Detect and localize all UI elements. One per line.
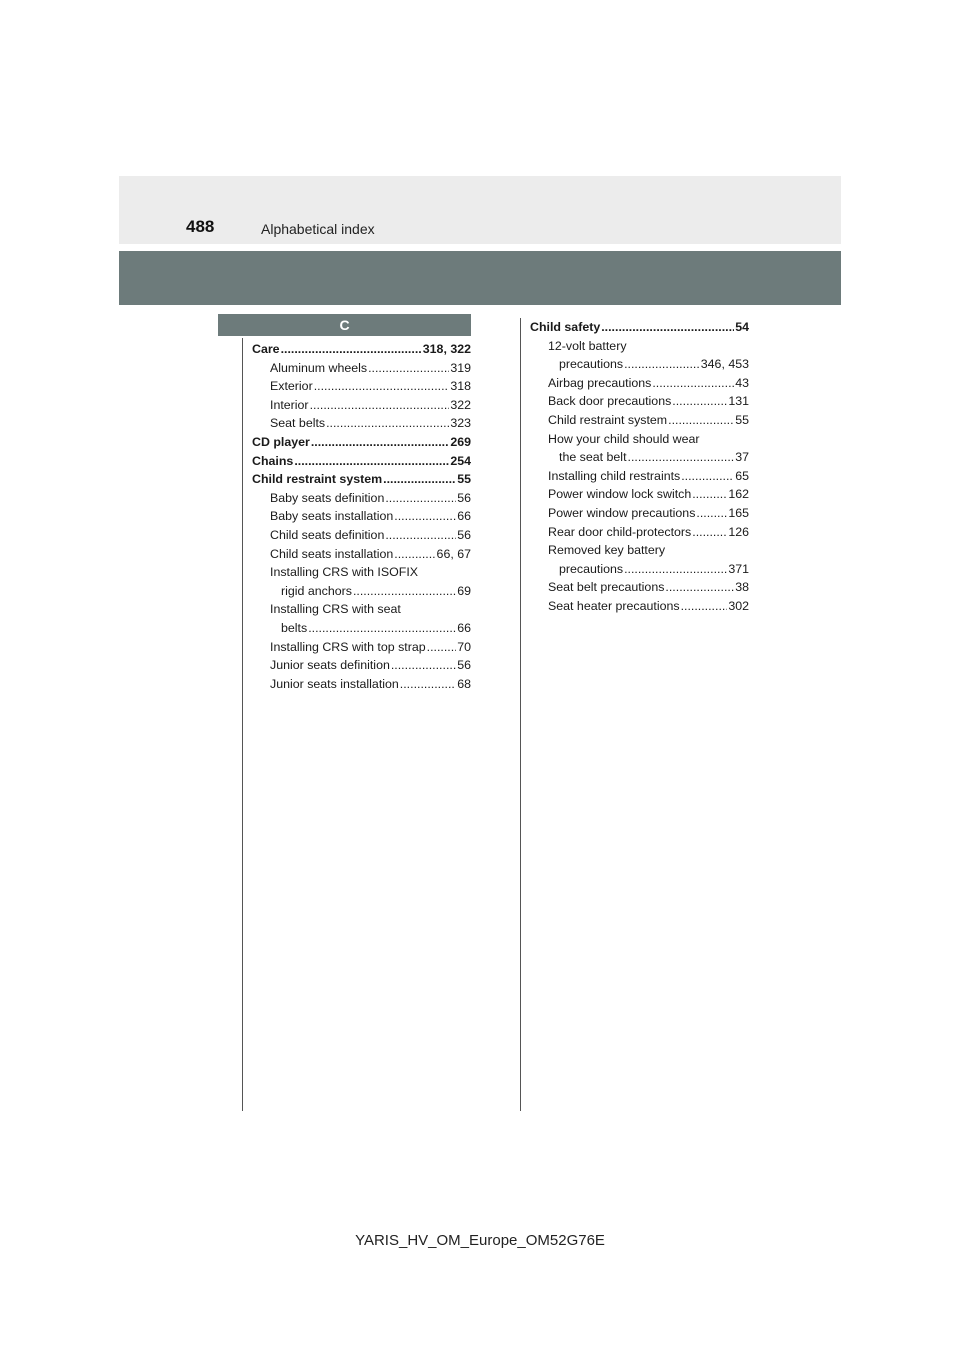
entry-term: Removed key battery <box>548 543 666 558</box>
entry-term: Seat heater precautions <box>548 598 680 613</box>
index-entry <box>252 489 471 508</box>
dot-leader <box>385 526 456 545</box>
index-entry <box>252 470 471 489</box>
dot-leader <box>281 340 422 359</box>
entry-term: Child seats installation <box>270 546 394 561</box>
dot-leader <box>427 638 457 657</box>
entry-term: Baby seats installation <box>270 509 394 524</box>
entry-page-ref: 302 <box>728 598 749 613</box>
entry-page-ref: 322 <box>450 397 471 412</box>
entry-term: the seat belt <box>559 450 627 465</box>
entry-page-ref: 126 <box>728 524 749 539</box>
dot-leader <box>391 656 456 675</box>
dot-leader <box>696 504 727 523</box>
dot-leader <box>628 448 735 467</box>
entry-page-ref: 254 <box>450 453 471 468</box>
index-entry <box>252 563 471 600</box>
entry-term: Power window precautions <box>548 505 696 520</box>
dot-leader <box>601 318 734 337</box>
entry-term: Installing CRS with top strap <box>270 639 426 654</box>
entry-term: Back door precautions <box>548 394 672 409</box>
entry-term: Airbag precautions <box>548 375 652 390</box>
index-entry <box>252 507 471 526</box>
entry-term: Seat belt precautions <box>548 580 665 595</box>
entry-term: Child restraint system <box>252 472 383 487</box>
index-entry <box>252 396 471 415</box>
index-entry <box>252 656 471 675</box>
entry-page-ref: 65 <box>735 468 749 483</box>
entry-page-ref: 269 <box>450 434 471 449</box>
index-entry <box>252 675 471 694</box>
index-entry <box>530 374 749 393</box>
page-title: Alphabetical index <box>261 221 375 237</box>
entry-term: 12-volt battery <box>548 338 627 353</box>
index-entry <box>530 485 749 504</box>
index-column-right <box>530 318 749 616</box>
entry-page-ref: 318, 322 <box>422 342 471 356</box>
entry-page-ref: 323 <box>450 416 471 431</box>
entry-page-ref: 346, 453 <box>700 357 749 372</box>
entry-term: CD player <box>252 434 310 449</box>
entry-term: Interior <box>270 397 309 412</box>
column-divider-right <box>520 318 521 1111</box>
index-entry <box>530 467 749 486</box>
column-divider-left <box>242 338 243 1111</box>
dot-leader <box>310 396 450 415</box>
index-entry <box>252 433 471 452</box>
entry-term: Child safety <box>530 320 601 334</box>
dot-leader <box>652 374 734 393</box>
index-entry <box>530 392 749 411</box>
entry-term: Chains <box>252 453 294 468</box>
dot-leader <box>314 377 450 396</box>
entry-page-ref: 69 <box>457 583 471 598</box>
dot-leader <box>353 582 456 601</box>
entry-term: Child restraint system <box>548 412 668 427</box>
entry-term: Baby seats definition <box>270 490 385 505</box>
dot-leader <box>624 560 727 579</box>
entry-term: rigid anchors <box>281 583 352 598</box>
entry-term: Junior seats definition <box>270 658 390 673</box>
dot-leader <box>294 452 449 471</box>
entry-page-ref: 68 <box>457 676 471 691</box>
dot-leader <box>326 414 449 433</box>
dot-leader <box>672 392 727 411</box>
entry-term: Power window lock switch <box>548 487 692 502</box>
entry-term: Installing CRS with ISOFIX <box>270 565 419 580</box>
entry-page-ref: 56 <box>457 658 471 673</box>
entry-page-ref: 131 <box>728 394 749 409</box>
dot-leader <box>668 411 734 430</box>
document-id: YARIS_HV_OM_Europe_OM52G76E <box>355 1232 605 1249</box>
entry-page-ref: 66 <box>457 620 471 635</box>
entry-term: Junior seats installation <box>270 676 399 691</box>
entry-page-ref: 54 <box>735 320 749 334</box>
dot-leader <box>368 359 449 378</box>
entry-page-ref: 165 <box>728 505 749 520</box>
entry-page-ref: 371 <box>728 561 749 576</box>
entry-term: precautions <box>559 357 624 372</box>
entry-page-ref: 55 <box>457 472 471 487</box>
entry-term: Child seats definition <box>270 527 385 542</box>
page-number: 488 <box>186 217 215 236</box>
entry-term: Aluminum wheels <box>270 360 368 375</box>
index-entry <box>252 638 471 657</box>
index-entry <box>252 545 471 564</box>
entry-page-ref: 66 <box>457 509 471 524</box>
entry-page-ref: 38 <box>735 580 749 595</box>
dot-leader <box>400 675 456 694</box>
index-entry <box>530 504 749 523</box>
dot-leader <box>308 619 456 638</box>
dot-leader <box>665 578 734 597</box>
index-entry <box>252 526 471 545</box>
entry-page-ref: 319 <box>450 360 471 375</box>
entry-page-ref: 318 <box>450 379 471 394</box>
entry-page-ref: 70 <box>457 639 471 654</box>
header-band <box>119 176 841 244</box>
title-bar <box>119 251 841 305</box>
index-column-left <box>252 340 471 693</box>
entry-term: Care <box>252 342 280 356</box>
index-entry <box>530 541 749 578</box>
entry-term: belts <box>281 620 308 635</box>
dot-leader <box>394 545 435 564</box>
dot-leader <box>394 507 456 526</box>
index-entry <box>252 340 471 359</box>
entry-term: Rear door child-protectors <box>548 524 692 539</box>
entry-page-ref: 56 <box>457 527 471 542</box>
index-entry <box>530 318 749 337</box>
index-entry <box>530 578 749 597</box>
index-entry <box>252 377 471 396</box>
entry-term: Installing child restraints <box>548 468 681 483</box>
index-entry <box>530 430 749 467</box>
entry-term: precautions <box>559 561 624 576</box>
index-entry <box>530 337 749 374</box>
dot-leader <box>385 489 456 508</box>
dot-leader <box>681 467 734 486</box>
entry-term: How your child should wear <box>548 431 700 446</box>
index-entry <box>252 414 471 433</box>
section-letter-tab: C <box>218 314 471 336</box>
dot-leader <box>692 523 727 542</box>
entry-page-ref: 162 <box>728 487 749 502</box>
entry-page-ref: 66, 67 <box>436 546 471 561</box>
dot-leader <box>624 355 700 374</box>
entry-page-ref: 43 <box>735 375 749 390</box>
index-entry <box>530 597 749 616</box>
entry-term: Seat belts <box>270 416 326 431</box>
entry-term: Installing CRS with seat <box>270 602 401 617</box>
entry-page-ref: 55 <box>735 412 749 427</box>
index-entry <box>252 452 471 471</box>
index-entry <box>252 359 471 378</box>
dot-leader <box>692 485 727 504</box>
index-entry <box>530 411 749 430</box>
dot-leader <box>311 433 449 452</box>
entry-term: Exterior <box>270 379 313 394</box>
dot-leader <box>681 597 728 616</box>
entry-page-ref: 56 <box>457 490 471 505</box>
entry-page-ref: 37 <box>735 450 749 465</box>
dot-leader <box>383 470 456 489</box>
index-entry <box>252 600 471 637</box>
index-entry <box>530 523 749 542</box>
